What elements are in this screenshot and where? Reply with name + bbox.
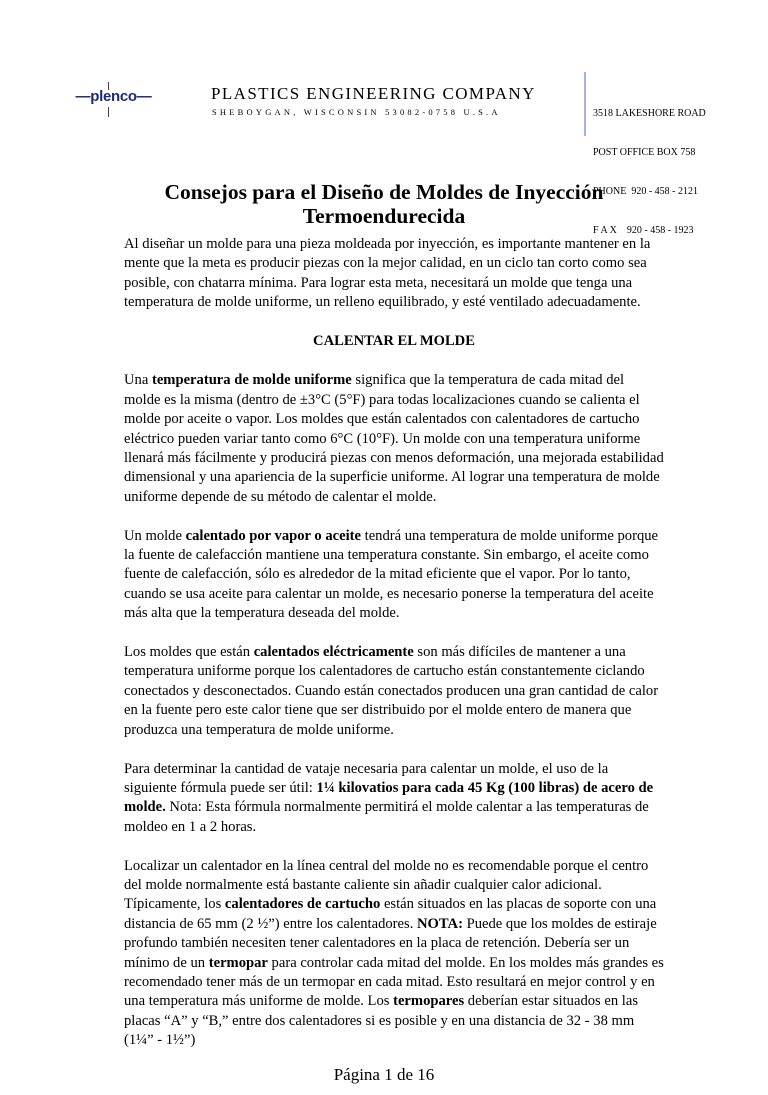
header-divider — [584, 72, 586, 136]
body-paragraph — [124, 857, 664, 1051]
company-city: SHEBOYGAN, WISCONSIN 53082-0758 U.S.A — [212, 107, 501, 117]
fax-line: F A X 920 - 458 - 1923 — [593, 225, 694, 236]
logo-line — [108, 107, 109, 117]
bold-text: temperatura de molde uniforme — [151, 372, 352, 389]
document-title: Consejos para el Diseño de Moldes de Inyección Termoendurecida — [164, 180, 604, 228]
section-paragraphs — [124, 371, 664, 1050]
body-paragraph — [124, 527, 664, 624]
document-body — [124, 235, 664, 1051]
bold-text: termopares — [393, 993, 465, 1010]
text-run: para controlar cada mitad del molde. En los moldes más grandes es recomendado tener más de un termopar en cada mitad. Esto resultará en mejor control y en una temperatura más uniforme de molde. Los — [124, 954, 664, 1010]
text-run: Localizar un calentador en la línea central del molde no es recomendable porque el centro del molde normalmente está bastante caliente sin añadir cualquier calor adicional. Típicamente, los — [124, 857, 649, 913]
page-number: Página 1 de 16 — [333, 1064, 435, 1084]
text-run: están situados en las placas de soporte con una distancia de 65 mm (2 ½”) entre los calentadores. — [124, 896, 657, 932]
text-run: Un molde — [124, 527, 186, 544]
body-paragraph — [124, 371, 664, 507]
body-paragraph — [124, 643, 664, 740]
text-run: Los moldes que están — [124, 644, 254, 661]
section-heading: CALENTAR EL MOLDE — [313, 333, 475, 350]
plenco-logo — [56, 82, 171, 116]
bold-text: calentados eléctricamente — [253, 644, 414, 661]
text-run: Puede que los moldes de estiraje profundo también necesiten tener calentadores en la placa de retención. Debería ser un mínimo de un — [124, 915, 657, 971]
bold-text: NOTA: — [417, 915, 463, 932]
company-name: PLASTICS ENGINEERING COMPANY — [211, 84, 536, 103]
bold-text: calentadores de cartucho — [224, 896, 381, 913]
text-run: Nota: Esta fórmula normalmente permitirá el molde calentar a las temperaturas de moldeo en 1 a 2 horas. — [124, 799, 649, 835]
logo-text: —plenco— — [75, 88, 152, 105]
text-run: Para determinar la cantidad de vataje necesaria para calentar un molde, el uso de la siguiente fórmula puede ser útil: — [124, 760, 609, 796]
body-paragraph — [124, 760, 664, 838]
address-line: POST OFFICE BOX 758 — [593, 147, 696, 158]
text-run: significa que la temperatura de cada mitad del molde es la misma (dentro de ±3°C (5°F) para todas localizaciones cuando se calienta el molde por aceite o vapor. Los moldes que están calentados con calentadores de cartucho eléctrico pueden variar tanto como 6°C (10°F). Un molde con una temperatura uniforme llenará más fácilmente y producirá piezas con menos deformación, una mejorada estabilidad dimensional y una apariencia de la superficie uniforme. Al lograr una temperatura de molde uniforme depende de su método de calentar el molde. — [124, 372, 664, 505]
bold-text: calentado por vapor o aceite — [185, 527, 361, 544]
page-flow — [0, 235, 768, 1095]
text-run: tendrá una temperatura de molde uniforme porque la fuente de calefacción mantiene una temperatura constante. Sin embargo, el aceite como fuente de calefacción, sólo es alrededor de la mitad eficiente que el vapor. Por lo tanto, cuando se usa aceite para calentar un molde, es necesario ponerse la temperatura del aceite más alta que la temperatura deseada del molde. — [124, 527, 659, 622]
bold-text: termopar — [208, 954, 268, 971]
bold-text: 1¼ kilovatios para cada 45 Kg (100 libras) de acero de molde. — [124, 779, 654, 816]
intro-paragraph: Al diseñar un molde para una pieza moldeada por inyección, es importante mantener en la mente que la meta es producir piezas con la mejor calidad, en un ciclo tan corto como sea posible, con chatarra mínima. Para lograr esta meta, necesitará un molde que tenga una temperatura de molde uniforme, un relleno equilibrado, y esté ventilado adecuadamente. — [124, 236, 651, 311]
phone-line: PHONE 920 - 458 - 2121 — [593, 186, 698, 197]
address-line: 3518 LAKESHORE ROAD — [593, 108, 706, 119]
text-run: Una — [124, 372, 152, 389]
text-run: deberían estar situados en las placas “A” y “B,” entre dos calentadores si es posible y en una distancia de 32 - 38 mm (1¼” - 1½”) — [124, 993, 639, 1049]
text-run: son más difíciles de mantener a una temperatura uniforme porque los calentadores de cartucho están constantemente ciclando conectados y desconectados. Cuando están conectados producen una gran cantidad de calor en la fuente pero este calor tiene que ser distribuido por el molde entero de manera que produzca una temperatura de molde uniforme. — [124, 644, 659, 738]
